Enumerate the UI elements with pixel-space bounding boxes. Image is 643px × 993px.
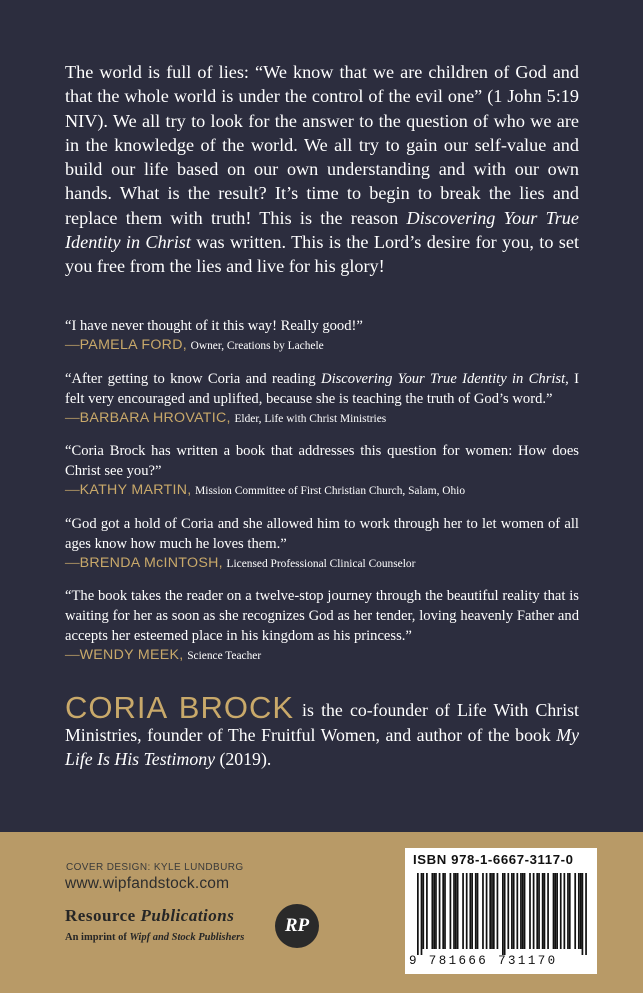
endorser-role: Owner, Creations by Lachele	[190, 340, 324, 352]
barcode-icon	[417, 873, 587, 955]
author-book-title: My Life Is His Testimony	[65, 724, 579, 769]
endorsement-attribution: —BARBARA HROVATIC, Elder, Life with Christ Ministries	[65, 409, 387, 426]
endorsement-attribution: —WENDY MEEK, Science Teacher	[65, 647, 262, 663]
endorser-role: Elder, Life with Christ Ministries	[234, 412, 387, 425]
imprint-text-a: An imprint of	[65, 932, 130, 943]
endorsement	[65, 441, 579, 500]
endorsement-text-italic: Discovering Your True Identity in Christ	[321, 370, 566, 387]
author-bio-text-a: is the co-founder of Life With Christ Ministries, founder of The Fruitful Women, and author of the book	[65, 700, 579, 745]
endorsement	[65, 369, 579, 428]
publisher-name-b: Publications	[140, 906, 235, 925]
endorser-role: Mission Committee of First Christian Church, Salam, Ohio	[195, 485, 466, 497]
endorsement-text-b: , I felt very encouraged and uplifted, because she is teaching the truth of God’s word.”	[65, 370, 579, 407]
endorsement-text-a: “The book takes the reader on a twelve-stop journey through the beautiful reality that is waiting for her as soon as she recognizes God as her tender, loving heavenly Father and accepts her esteemed place in his kingdom as his princess.”	[65, 588, 579, 644]
endorser-name: KATHY MARTIN,	[79, 482, 192, 498]
endorsement	[65, 316, 579, 355]
isbn-label: ISBN 978-1-6667-3117-0	[413, 852, 574, 867]
publisher-website: www.wipfandstock.com	[65, 875, 230, 892]
endorsement-text	[65, 514, 579, 554]
endorsement-text	[65, 316, 579, 336]
blurb-text-2: was written. This is the Lord’s desire for you, to set you free from the lies and live for his glory!	[65, 232, 580, 277]
author-bio	[65, 690, 579, 772]
endorser-name: PAMELA FORD,	[79, 337, 187, 353]
isbn-digits: 9 781666 731170	[409, 954, 558, 968]
endorsement-attribution: —PAMELA FORD, Owner, Creations by Lachele	[65, 337, 324, 353]
endorsement	[65, 514, 579, 573]
endorser-role: Science Teacher	[187, 650, 262, 662]
author-bio-text-b: (2019).	[215, 749, 272, 769]
imprint-text-b: Wipf and Stock Publishers	[129, 932, 245, 943]
publisher-logo: RP	[275, 904, 319, 948]
endorsement-text	[65, 441, 579, 481]
endorsement-attribution: —BRENDA McINTOSH, Licensed Professional Clinical Counselor	[65, 554, 416, 571]
endorser-name: WENDY MEEK,	[79, 647, 184, 663]
endorser-name: BARBARA HROVATIC,	[79, 409, 231, 426]
isbn-barcode-box	[405, 848, 597, 974]
endorsement-text-a: “God got a hold of Coria and she allowed him to work through her to let women of all ages know how much he loves them.”	[65, 515, 579, 552]
endorser-name: BRENDA McINTOSH,	[79, 554, 223, 571]
endorsement-attribution: —KATHY MARTIN, Mission Committee of First Christian Church, Salam, Ohio	[65, 482, 466, 498]
blurb-paragraph	[65, 60, 579, 279]
endorsement-text-a: “I have never thought of it this way! Really good!”	[65, 318, 363, 334]
endorsement	[65, 586, 579, 665]
endorsement-text	[65, 369, 579, 409]
publisher-name-a: Resource	[65, 906, 141, 925]
blurb-book-title: Discovering Your True Identity in Christ	[65, 207, 579, 253]
publisher-name	[65, 906, 234, 926]
endorser-role: Licensed Professional Clinical Counselor	[226, 557, 416, 570]
author-name: CORIA BROCK	[65, 690, 295, 725]
blurb-text-1: The world is full of lies: “We know that we are children of God and that the whole world is under the control of the evil one” (1 John 5:19 NIV). We all try to look for the answer to the question of who we are in the knowledge of the world. We all try to gain our self-value and build our life based on our own understanding and with our own hands. What is the result? It’s time to begin to break the lies and replace them with truth! This is the reason	[65, 62, 579, 228]
endorsements	[65, 316, 579, 679]
endorsement-text	[65, 586, 579, 646]
publisher-imprint	[65, 932, 244, 943]
endorsement-text-a: “Coria Brock has written a book that addresses this question for women: How does Christ see you?”	[65, 443, 579, 479]
endorsement-text-a: “After getting to know Coria and reading	[65, 370, 322, 387]
cover-design-credit: COVER DESIGN: KYLE LUNDBURG	[66, 862, 244, 873]
